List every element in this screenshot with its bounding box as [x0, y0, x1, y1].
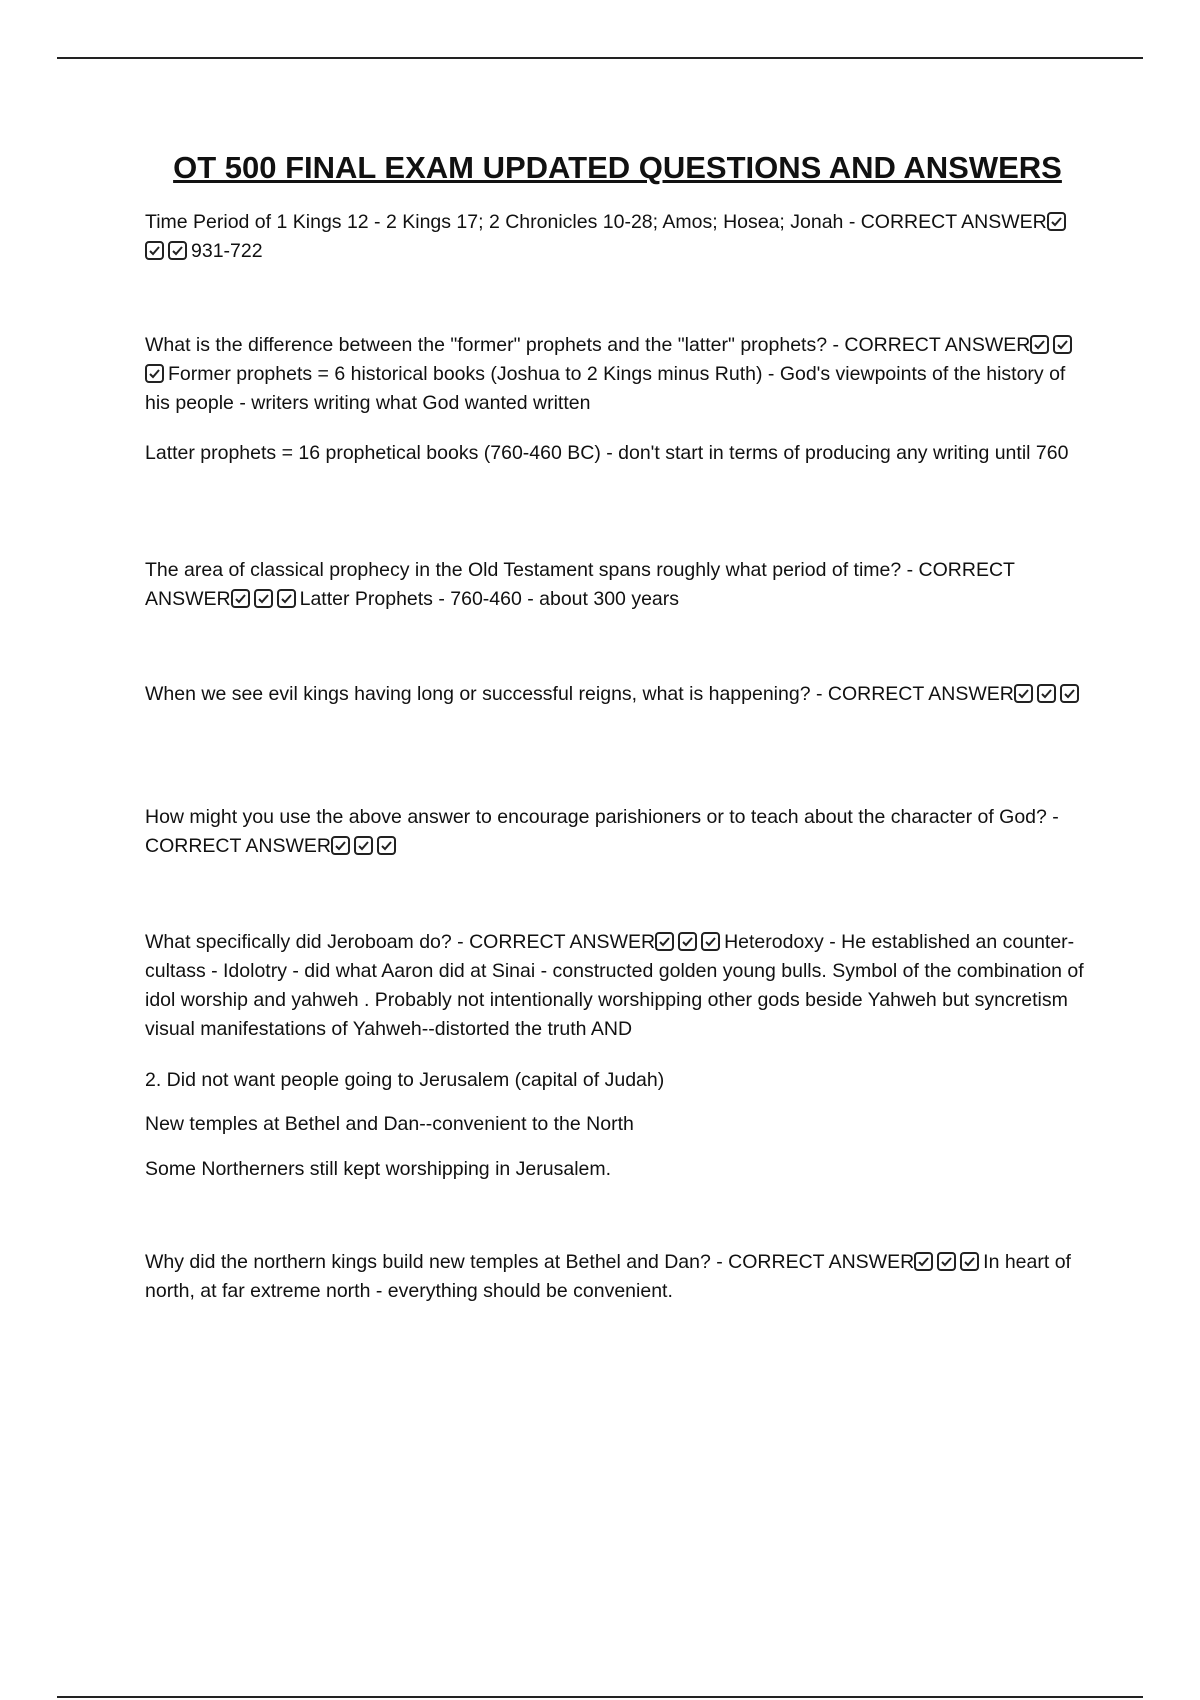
checkbox-icon: [168, 241, 187, 260]
checkbox-icon: [655, 932, 674, 951]
checkbox-icon: [277, 589, 296, 608]
question-text: What is the difference between the "former" prophets and the "latter" prophets? - CORRECT ANSWER: [145, 334, 1031, 356]
bottom-rule: [57, 1696, 1143, 1698]
qa-entry-5: [145, 803, 1090, 861]
question-text: How might you use the above answer to encourage parishioners or to teach about the character of God? - CORRECT ANSWER: [145, 806, 1059, 857]
answer-text: Former prophets = 6 historical books (Joshua to 2 Kings minus Ruth) - God's viewpoints of the history of his people - writers writing what God wanted written: [145, 363, 1066, 414]
answer-continuation: Latter prophets = 16 prophetical books (760-460 BC) - don't start in terms of producing any writing until 760: [145, 442, 1069, 464]
checkbox-icon: [145, 364, 164, 383]
top-rule: [57, 57, 1143, 59]
answer-continuation: New temples at Bethel and Dan--convenient to the North: [145, 1113, 634, 1135]
checkbox-icon: [1047, 212, 1066, 231]
answer-text: Heterodoxy - He established an counter-cultass - Idolotry - did what Aaron did at Sinai - constructed golden young bulls. Symbol of the combination of idol worship and yahweh . Probably not intentionally worshipping other gods beside Yahweh but syncretism visual manifestations of Yahweh--distorted the truth AND: [145, 931, 1084, 1040]
checkbox-icon: [331, 836, 350, 855]
document-title: OT 500 FINAL EXAM UPDATED QUESTIONS AND ANSWERS: [173, 150, 1062, 185]
answer-text: 931-722: [191, 240, 263, 262]
checkbox-icon: [960, 1252, 979, 1271]
question-text: What specifically did Jeroboam do? - CORRECT ANSWER: [145, 931, 656, 953]
answer-continuation: Some Northerners still kept worshipping in Jerusalem.: [145, 1158, 612, 1180]
checkbox-icon: [1014, 684, 1033, 703]
checkbox-icon: [354, 836, 373, 855]
checkbox-icon: [1030, 335, 1049, 354]
question-text: Time Period of 1 Kings 12 - 2 Kings 17; 2 Chronicles 10-28; Amos; Hosea; Jonah - CORRECT ANSWER: [145, 211, 1047, 233]
checkbox-icon: [1037, 684, 1056, 703]
question-text: When we see evil kings having long or successful reigns, what is happening? - CORRECT ANSWER: [145, 683, 1014, 705]
checkbox-icon: [377, 836, 396, 855]
question-text: The area of classical prophecy in the Old Testament spans roughly what period of time? - CORRECT ANSWER: [145, 559, 1015, 610]
checkbox-icon: [1053, 335, 1072, 354]
checkbox-icon: [701, 932, 720, 951]
qa-entry-7: [145, 1248, 1090, 1306]
answer-continuation: 2. Did not want people going to Jerusalem (capital of Judah): [145, 1069, 665, 1091]
qa-entry-6: [145, 928, 1090, 1044]
checkbox-icon: [914, 1252, 933, 1271]
answer-text: Latter Prophets - 760-460 - about 300 years: [299, 588, 679, 610]
checkbox-icon: [937, 1252, 956, 1271]
checkbox-icon: [231, 589, 250, 608]
qa-entry-1: [145, 208, 1090, 266]
qa-entry-2: [145, 331, 1090, 418]
answer-text: In heart of north, at far extreme north - everything should be convenient.: [145, 1251, 1071, 1302]
checkbox-icon: [254, 589, 273, 608]
question-text: Why did the northern kings build new temples at Bethel and Dan? - CORRECT ANSWER: [145, 1251, 915, 1273]
qa-entry-4: [145, 680, 1090, 709]
checkbox-icon: [145, 241, 164, 260]
qa-entry-3: [145, 556, 1090, 614]
checkbox-icon: [1060, 684, 1079, 703]
checkbox-icon: [678, 932, 697, 951]
